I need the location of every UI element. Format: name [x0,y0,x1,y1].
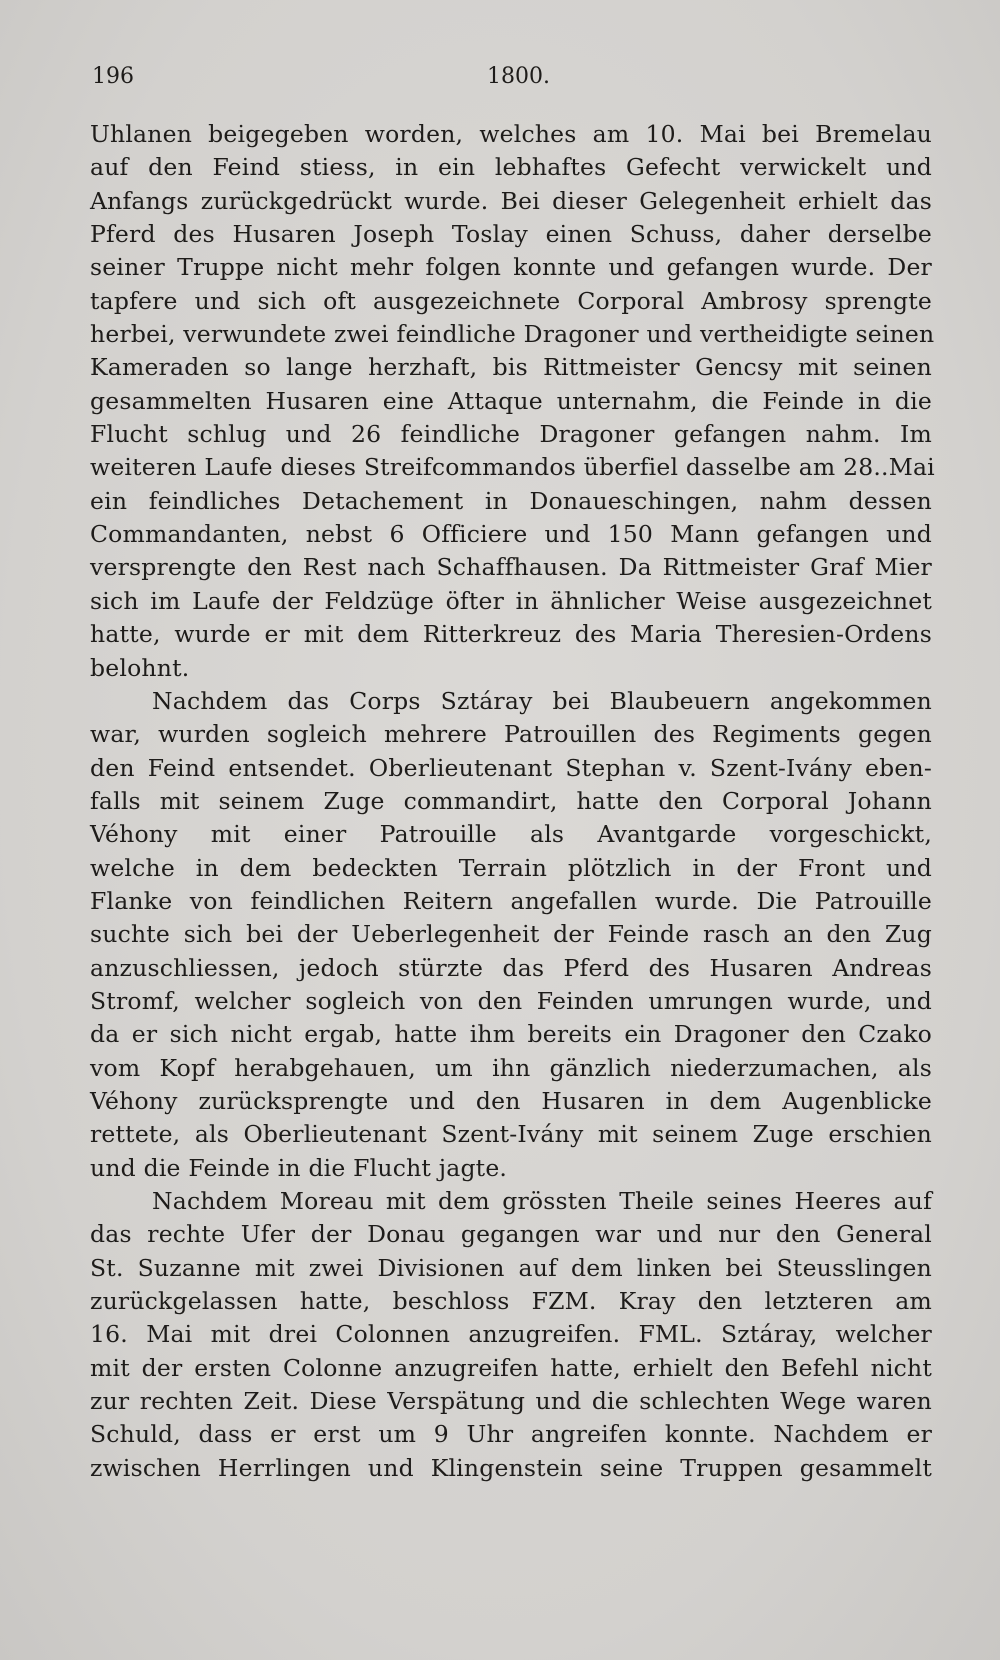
page-number: 196 [92,64,134,89]
text-line: seiner Truppe nicht mehr folgen konnte und gefangen wurde. Der [90,253,932,282]
text-line: Nachdem das Corps Sztáray bei Blaubeuern angekommen [152,686,932,715]
text-line: suchte sich bei der Ueberlegenheit der Feinde rasch an den Zug [90,920,932,949]
text-line: Flanke von feindlichen Reitern angefallen wurde. Die Patrouille [90,886,932,915]
text-line: 16. Mai mit drei Colonnen anzugreifen. FML. Sztáray, welcher [90,1320,932,1349]
text-line: war, wurden sogleich mehrere Patrouillen des Regiments gegen [90,720,932,749]
text-line: herbei, verwundete zwei feindliche Dragoner und vertheidigte seinen [90,320,935,349]
text-line: den Feind entsendet. Oberlieutenant Stephan v. Szent-Ivány eben- [90,753,932,782]
page-header [92,64,930,94]
text-line: Commandanten, nebst 6 Officiere und 150 Mann gefangen und [90,520,932,549]
text-line: Stromf, welcher sogleich von den Feinden umrungen wurde, und [90,986,932,1015]
text-line: falls mit seinem Zuge commandirt, hatte den Corporal Johann [90,786,932,815]
text-line: vom Kopf herabgehauen, um ihn gänzlich niederzumachen, als [90,1053,932,1082]
text-line: Véhony mit einer Patrouille als Avantgarde vorgeschickt, [90,820,932,849]
text-line: Flucht schlug und 26 feindliche Dragoner gefangen nahm. Im [90,420,932,449]
text-line: weiteren Laufe dieses Streifcommandos überfiel dasselbe am 28..Mai [90,453,935,482]
text-line: belohnt. [90,653,190,682]
running-head: 1800. [487,64,550,89]
text-line: gesammelten Husaren eine Attaque unternahm, die Feinde in die [90,386,932,415]
text-line: mit der ersten Colonne anzugreifen hatte, erhielt den Befehl nicht [90,1353,932,1382]
paragraph [90,1185,932,1485]
text-line: tapfere und sich oft ausgezeichnete Corporal Ambrosy sprengte [90,286,932,315]
text-line: zurückgelassen hatte, beschloss FZM. Kray den letzteren am [90,1287,932,1316]
text-line: versprengte den Rest nach Schaffhausen. Da Rittmeister Graf Mier [90,553,932,582]
text-line: ein feindliches Detachement in Donaueschingen, nahm dessen [90,486,932,515]
text-line: rettete, als Oberlieutenant Szent-Ivány mit seinem Zuge erschien [90,1120,932,1149]
text-line: Schuld, dass er erst um 9 Uhr angreifen konnte. Nachdem er [90,1420,932,1449]
text-line: St. Suzanne mit zwei Divisionen auf dem linken bei Steusslingen [90,1253,932,1282]
text-line: Anfangs zurückgedrückt wurde. Bei dieser Gelegenheit erhielt das [90,186,932,215]
text-line: Nachdem Moreau mit dem grössten Theile seines Heeres auf [152,1187,932,1215]
text-line: welche in dem bedeckten Terrain plötzlich in der Front und [90,853,932,882]
text-line: zwischen Herrlingen und Klingenstein seine Truppen gesammelt [90,1453,932,1482]
text-line: hatte, wurde er mit dem Ritterkreuz des Maria Theresien-Ordens [90,620,932,649]
body-text [90,118,935,1485]
text-line: auf den Feind stiess, in ein lebhaftes Gefecht verwickelt und [90,153,932,182]
text-line: anzuschliessen, jedoch stürzte das Pferd des Husaren Andreas [90,953,932,982]
text-line: Uhlanen beigegeben worden, welches am 10. Mai bei Bremelau [90,120,932,148]
text-line: sich im Laufe der Feldzüge öfter in ähnlicher Weise ausgezeichnet [90,586,932,615]
text-line: Kameraden so lange herzhaft, bis Rittmeister Gencsy mit seinen [90,353,932,382]
paragraph [90,685,932,1185]
text-line: da er sich nicht ergab, hatte ihm bereits ein Dragoner den Czako [90,1020,932,1049]
text-line: zur rechten Zeit. Diese Verspätung und die schlechten Wege waren [90,1387,932,1416]
paragraph [90,118,935,685]
text-line: Pferd des Husaren Joseph Toslay einen Schuss, daher derselbe [90,220,932,249]
text-line: Véhony zurücksprengte und den Husaren in dem Augenblicke [90,1086,932,1115]
text-line: das rechte Ufer der Donau gegangen war und nur den General [90,1220,932,1249]
text-line: und die Feinde in die Flucht jagte. [90,1153,508,1182]
